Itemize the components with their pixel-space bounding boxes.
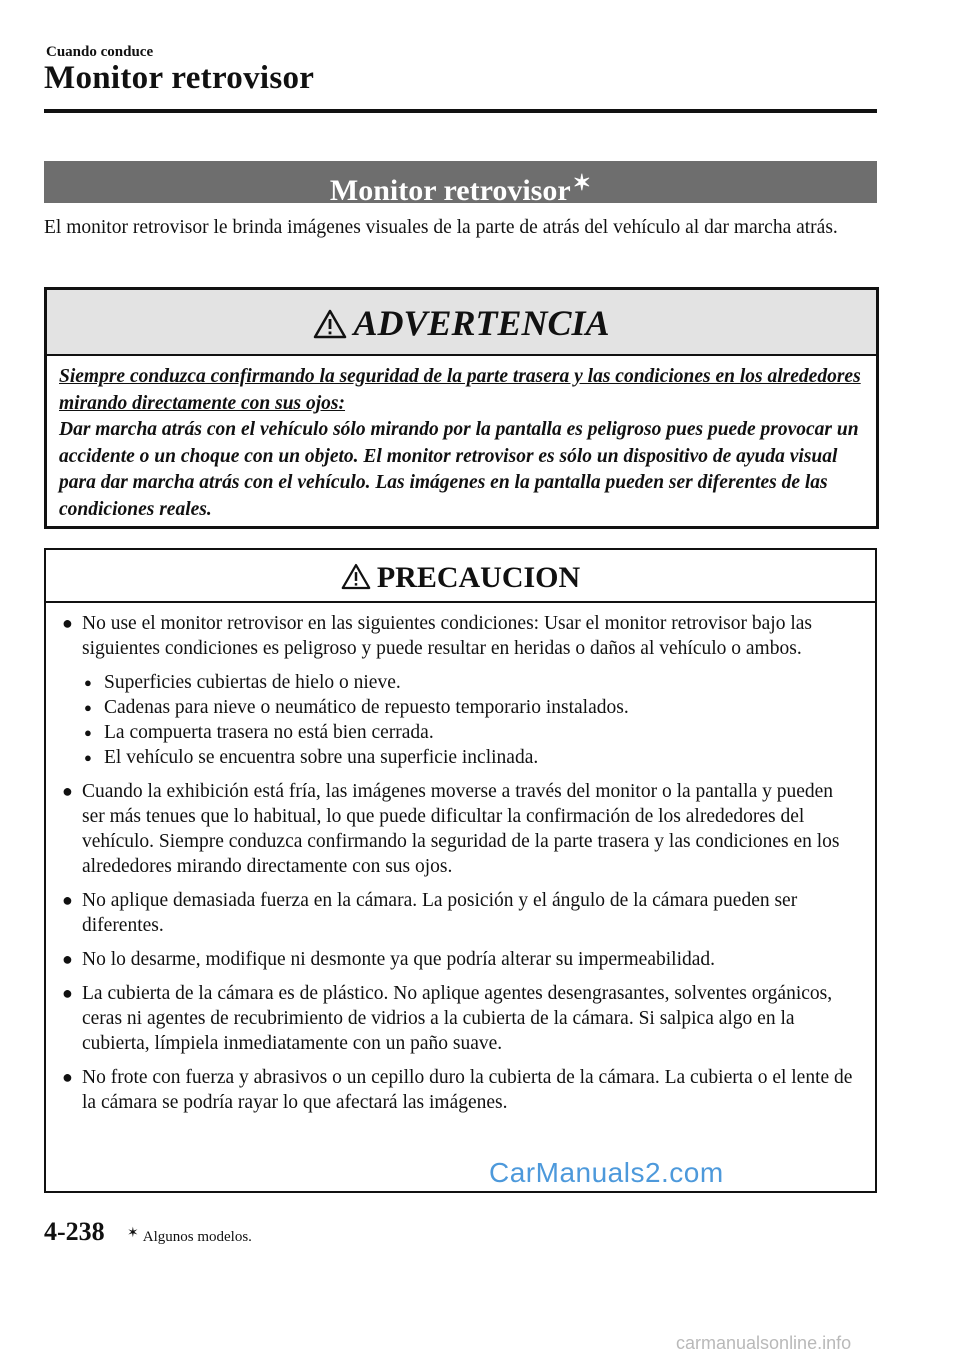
bullet-icon: ● [62,1067,73,1087]
bullet-icon: ● [62,890,73,910]
footnote-text: Algunos modelos. [142,1229,252,1245]
bullet-icon: ● [62,983,73,1003]
caution-item: ● No frote con fuerza y abrasivos o un cepillo duro la cubierta de la cámara. La cubierta o el lente de la cámara se podría rayar lo que afectará las imágenes. [62,1067,853,1113]
warning-text: Dar marcha atrás con el vehículo sólo mirando por la pantalla es peligroso pues puede provocar un accidente o un choque con un objeto. El monitor retrovisor es sólo un dispositivo de ayuda visual para dar marcha atrás con el vehículo. Las imágenes en la pantalla pueden ser diferentes de las condiciones reales. [59,419,859,520]
section-label: Cuando conduce [46,44,154,60]
bullet-icon: ● [84,675,92,690]
caution-subitem: ● La compuerta trasera no está bien cerrada. [84,722,434,743]
caution-box [44,548,877,1193]
caution-item: ● Cuando la exhibición está fría, las imágenes moverse a través del monitor o la pantalla y pueden ser más tenues que lo habitual, lo que puede dificultar la confirmación de los alrededores del vehículo. Siempre conduzca confirmando la seguridad de la parte trasera y las condiciones en los alrededores mirando directamente con sus ojos. [62,781,840,877]
optional-feature-star-icon: ✶ [572,170,592,195]
bullet-icon: ● [84,725,92,740]
warning-triangle-icon [313,309,347,339]
bullet-icon: ● [62,613,73,633]
bullet-icon: ● [84,750,92,765]
caution-item: ● No aplique demasiada fuerza en la cámara. La posición y el ángulo de la cámara pueden ser diferentes. [62,890,798,936]
warning-body [47,356,876,523]
page-title: Monitor retrovisor [44,60,315,96]
warning-triangle-icon [341,563,371,590]
caution-body [46,603,875,1115]
caution-subitem: ● El vehículo se encuentra sobre una superficie inclinada. [84,747,539,768]
page-number: 4-238 [44,1217,105,1246]
caution-item: ● No lo desarme, modifique ni desmonte ya que podría alterar su impermeabilidad. [62,949,716,970]
optional-feature-star-icon: ✶ [127,1226,139,1241]
section-banner [44,161,877,207]
caution-subitem: ● Cadenas para nieve o neumático de repuesto temporario instalados. [84,697,629,718]
bullet-icon: ● [62,949,73,969]
caution-header [46,550,875,603]
caution-heading: PRECAUCION [376,561,581,594]
bullet-icon: ● [62,781,73,801]
warning-header [47,290,876,356]
watermark-site: carmanualsonline.info [676,1333,852,1353]
footnote [127,1225,252,1246]
bullet-icon: ● [84,700,92,715]
section-banner-title: Monitor retrovisor [329,174,571,207]
warning-heading: ADVERTENCIA [353,303,610,343]
title-divider [44,109,877,113]
warning-underlined-text: Siempre conduzca confirmando la seguridad de la parte trasera y las condiciones en los alrededores mirando directamente con sus ojos: [59,366,861,414]
caution-sublist [60,670,859,770]
caution-item: ● La cubierta de la cámara es de plástico. No aplique agentes desengrasantes, solventes orgánicos, ceras ni agentes de recubrimiento de vidrios a la cubierta de la cámara. Si salpica algo en la cubierta, límpiela inmediatamente con un paño suave. [62,983,833,1054]
intro-paragraph: El monitor retrovisor le brinda imágenes visuales de la parte de atrás del vehículo al dar marcha atrás. [44,217,838,238]
watermark-logo: CarManuals2.com [489,1157,724,1188]
warning-box [44,287,879,529]
caution-item: ● No use el monitor retrovisor en las siguientes condiciones: Usar el monitor retrovisor bajo las siguientes condiciones es peligroso y puede resultar en heridas o daños al vehículo o ambos. [62,613,813,659]
caution-subitem: ● Superficies cubiertas de hielo o nieve. [84,672,401,693]
